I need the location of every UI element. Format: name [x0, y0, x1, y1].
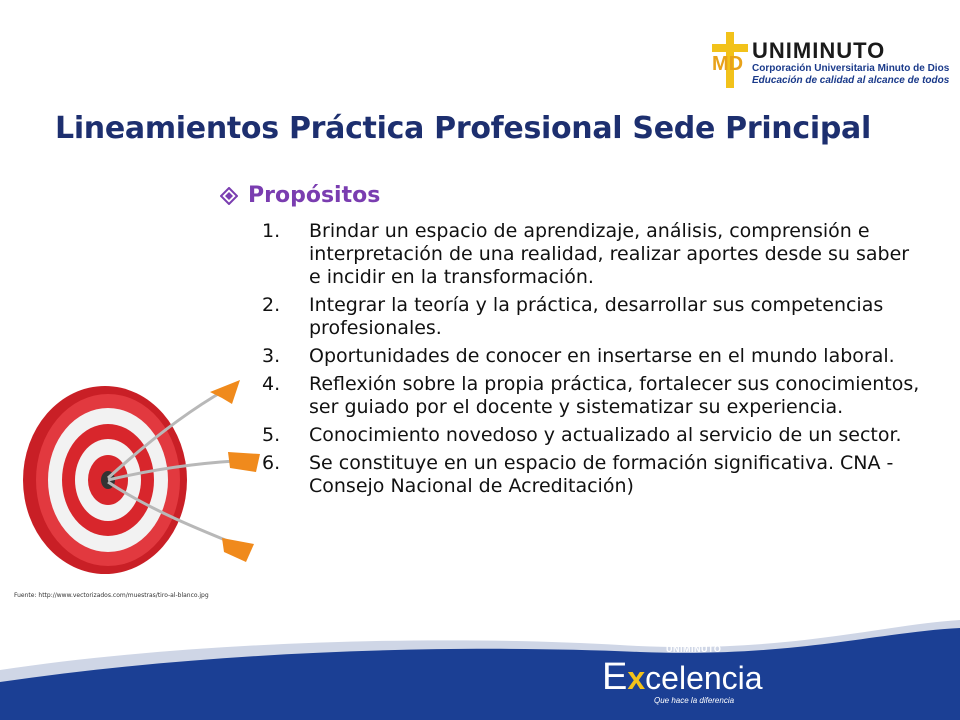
list-item-text: Se constituye en un espacio de formación significativa. CNA - Consejo Nacional de Acreditación): [309, 452, 894, 497]
list-item-number: 3.: [262, 345, 281, 367]
list-item-text: Brindar un espacio de aprendizaje, análisis, comprensión e interpretación de una realidad, realizar aportes desde su saber e incidir en la transformación.: [309, 220, 910, 288]
excelencia-brand: UNIMINUTO: [666, 644, 722, 654]
list-item-text: Integrar la teoría y la práctica, desarrollar sus competencias profesionales.: [309, 294, 884, 339]
list-item-number: 6.: [262, 452, 281, 474]
list-item-text: Oportunidades de conocer en insertarse en el mundo laboral.: [309, 345, 895, 367]
excelencia-word-rest: celencia: [645, 660, 763, 696]
md-cross-icon: [708, 30, 752, 90]
target-arrows-illustration: [10, 380, 260, 590]
list-item: [262, 294, 922, 340]
logo-name: UNIMINUTO: [752, 38, 886, 63]
list-item-text: Conocimiento novedoso y actualizado al servicio de un sector.: [309, 424, 902, 446]
uniminuto-logo: [708, 30, 950, 90]
purposes-list: [262, 220, 922, 503]
list-item-number: 4.: [262, 373, 281, 395]
excelencia-x-letter: x: [627, 660, 646, 696]
section-heading: [220, 183, 380, 208]
list-item: [262, 452, 922, 498]
section-label: Propósitos: [248, 183, 381, 208]
list-item: [262, 373, 922, 419]
list-item-number: 2.: [262, 294, 281, 316]
list-item: [262, 424, 922, 447]
diamond-bullet-icon: [220, 187, 238, 205]
excelencia-word: [602, 656, 763, 699]
list-item-text: Reflexión sobre la propia práctica, fortalecer sus conocimientos, ser guiado por el docente y sistematizar su experiencia.: [309, 373, 920, 418]
target-icon: [23, 386, 187, 574]
excelencia-tagline: Que hace la diferencia: [654, 696, 735, 705]
list-item: [262, 220, 922, 289]
logo-subtitle: Corporación Universitaria Minuto de Dios: [752, 63, 950, 74]
list-item: [262, 345, 922, 368]
list-item-number: 5.: [262, 424, 281, 446]
image-credit: Fuente: http://www.vectorizados.com/muestras/tiro-al-blanco.jpg: [14, 592, 209, 599]
list-item-number: 1.: [262, 220, 281, 242]
logo-tagline: Educación de calidad al alcance de todos: [752, 75, 950, 86]
footer-wave: [0, 600, 960, 720]
logo-mark: MD: [712, 53, 744, 75]
excelencia-logo: [596, 644, 763, 710]
excelencia-first-letter: E: [602, 656, 628, 698]
slide-title: Lineamientos Práctica Profesional Sede Principal: [55, 111, 871, 146]
